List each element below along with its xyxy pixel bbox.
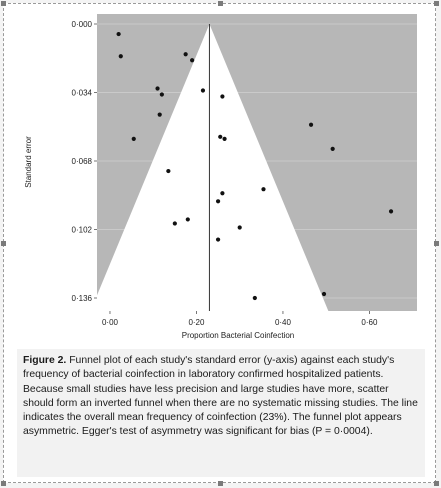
data-point-7 bbox=[220, 94, 224, 98]
data-point-21 bbox=[238, 225, 242, 229]
y-axis-ticks bbox=[72, 20, 97, 303]
data-point-3 bbox=[190, 58, 194, 62]
data-point-24 bbox=[253, 296, 257, 300]
y-tick-label-1: 0·034 bbox=[71, 88, 92, 98]
data-point-22 bbox=[216, 237, 220, 241]
x-tick-label-2: 0·40 bbox=[274, 318, 291, 327]
x-tick-label-3: 0·60 bbox=[361, 318, 378, 327]
data-point-20 bbox=[173, 221, 177, 225]
x-tick-label-0: 0·00 bbox=[101, 318, 118, 327]
figure-label: Figure 2. bbox=[23, 355, 67, 366]
y-tick-label-0: 0·000 bbox=[71, 20, 92, 29]
data-point-13 bbox=[331, 147, 335, 151]
resize-handle-bottom-left[interactable] bbox=[1, 481, 6, 486]
data-point-12 bbox=[309, 123, 313, 127]
data-point-4 bbox=[155, 86, 159, 90]
data-point-15 bbox=[261, 187, 265, 191]
resize-handle-bottom-right[interactable] bbox=[434, 481, 439, 486]
data-point-17 bbox=[216, 199, 220, 203]
data-point-18 bbox=[389, 209, 393, 213]
data-point-10 bbox=[218, 135, 222, 139]
data-point-8 bbox=[158, 113, 162, 117]
data-point-6 bbox=[201, 88, 205, 92]
y-tick-label-2: 0·068 bbox=[71, 157, 92, 166]
data-point-19 bbox=[186, 217, 190, 221]
y-tick-label-4: 0·136 bbox=[71, 294, 92, 303]
data-point-5 bbox=[160, 92, 164, 96]
resize-handle-bottom-middle[interactable] bbox=[218, 481, 223, 486]
figure-caption bbox=[17, 349, 425, 477]
x-axis-ticks bbox=[102, 311, 378, 327]
data-point-9 bbox=[132, 137, 136, 141]
data-point-2 bbox=[184, 52, 188, 56]
x-axis-label: Proportion Bacterial Coinfection bbox=[181, 331, 295, 340]
data-point-23 bbox=[322, 292, 326, 296]
data-point-14 bbox=[166, 169, 170, 173]
y-axis-label: Standard error bbox=[24, 136, 33, 188]
data-point-1 bbox=[119, 54, 123, 58]
data-point-0 bbox=[117, 32, 121, 36]
figure-caption-text: Funnel plot of each study's standard error (y-axis) against each study's frequency of bacterial coinfection in laboratory confirmed hospitalized patients. Because small studies have less precision and large studies have more, scatter should form an inverted funnel when there are no systematic missing studies. The line indicates the overall mean frequency of coinfection (23%). The funnel plot appears asymmetric. Egger's test of asymmetry was significant for bias (P = 0·0004). bbox=[23, 355, 418, 438]
data-point-16 bbox=[220, 191, 224, 195]
y-tick-label-3: 0·102 bbox=[71, 225, 92, 235]
x-tick-label-1: 0·20 bbox=[188, 318, 205, 327]
data-point-11 bbox=[222, 137, 226, 141]
